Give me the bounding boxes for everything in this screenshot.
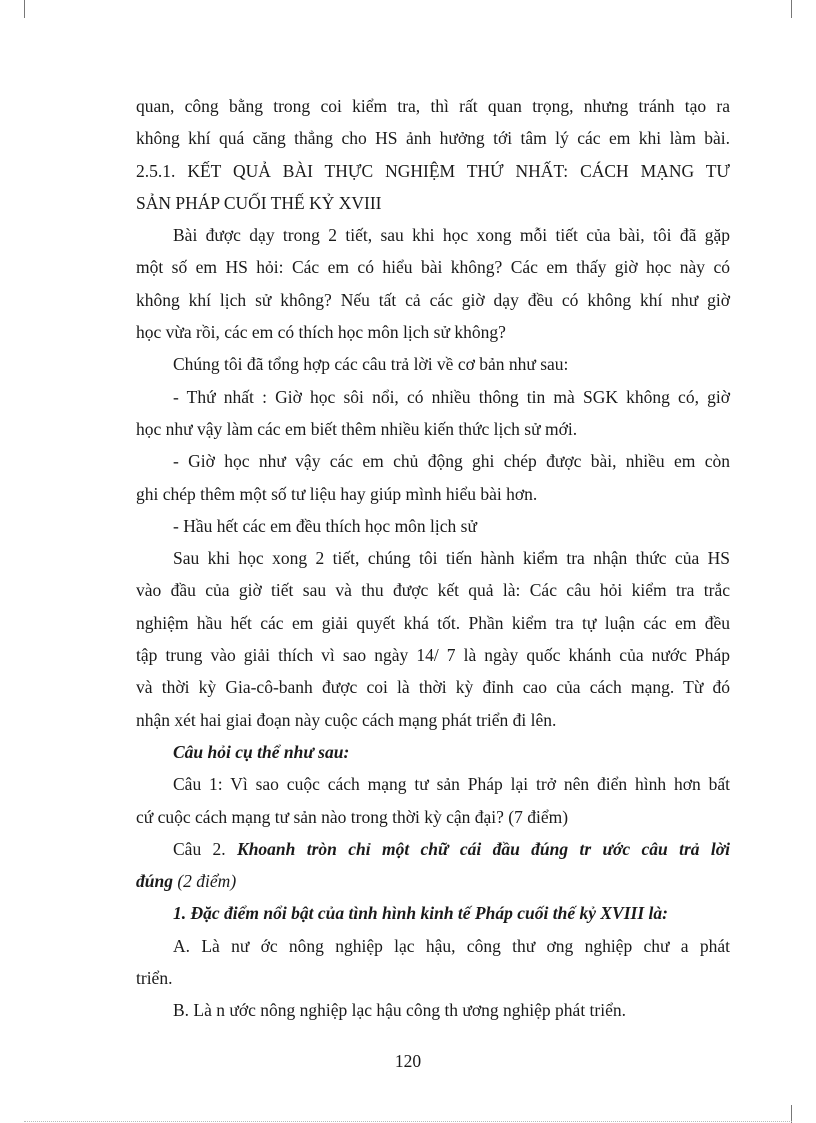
list-item: - Hầu hết các em đều thích học môn lịch sử <box>173 515 477 536</box>
paragraph-line: Chúng tôi đã tổng hợp các câu trả lời về cơ bản như sau: <box>173 354 569 375</box>
paragraph-line: không khí lịch sử không? Nếu tất cả các giờ dạy đều có không khí như giờ <box>136 289 730 310</box>
list-item: - Thứ nhất : Giờ học sôi nổi, có nhiều thông tin mà SGK không có, giờ <box>173 386 730 407</box>
document-body <box>136 90 730 1027</box>
section-heading: 2.5.1. KẾT QUẢ BÀI THỰC NGHIỆM THỨ NHẤT: CÁCH MẠNG TƯ <box>136 160 730 181</box>
questions-heading: Câu hỏi cụ thể như sau: <box>173 741 350 762</box>
paragraph-line: quan, công bằng trong coi kiểm tra, thì rất quan trọng, nhưng tránh tạo ra <box>136 96 730 116</box>
paragraph-line: một số em HS hỏi: Các em có hiểu bài không? Các em thấy giờ học này có <box>136 257 730 278</box>
question-1: Câu 1: Vì sao cuộc cách mạng tư sản Pháp lại trở nên điển hình hơn bất <box>173 774 730 795</box>
paragraph-line: cứ cuộc cách mạng tư sản nào trong thời kỳ cận đại? (7 điểm) <box>136 806 569 827</box>
crop-mark <box>24 0 25 18</box>
paragraph-line: học như vậy làm các em biết thêm nhiều kiến thức lịch sử mới. <box>136 418 578 439</box>
answer-option-a: A. Là nư ớc nông nghiệp lạc hậu, công thư ơng nghiệp chư a phát <box>173 935 730 956</box>
paragraph-line: nghiệm hầu hết các em giải quyết khá tốt. Phần kiểm tra tự luận các em đều <box>136 612 730 633</box>
paragraph-line: vào đầu của giờ tiết sau và thu được kết quả là: Các câu hỏi kiểm tra trắc <box>136 580 730 601</box>
paragraph-line: nhận xét hai giai đoạn này cuộc cách mạng phát triển đi lên. <box>136 709 557 730</box>
question-2 <box>136 833 730 865</box>
question-2-instruction-end: đúng <box>136 871 173 892</box>
paragraph-line: triển. <box>136 968 173 989</box>
paragraph-line: và thời kỳ Gia-cô-banh được coi là thời kỳ đỉnh cao của cách mạng. Từ đó <box>136 677 730 698</box>
paragraph-line: học vừa rồi, các em có thích học môn lịch sử không? <box>136 322 506 343</box>
paragraph-line: tập trung vào giải thích vì sao ngày 14/ 7 là ngày quốc khánh của nước Pháp <box>136 645 730 666</box>
question-2-label: Câu 2. <box>173 838 226 859</box>
item-question: 1. Đặc điểm nổi bật của tình hình kinh tế Pháp cuối thế kỷ XVIII là: <box>173 903 668 924</box>
paragraph-line: Bài được dạy trong 2 tiết, sau khi học xong mỗi tiết của bài, tôi đã gặp <box>173 225 730 246</box>
list-item: - Giờ học như vậy các em chủ động ghi chép được bài, nhiều em còn <box>173 451 730 472</box>
page-number: 120 <box>394 1051 422 1071</box>
paragraph-line: không khí quá căng thẳng cho HS ảnh hưởng tới tâm lý các em khi làm bài. <box>136 128 730 149</box>
question-2-points: (2 điểm) <box>177 871 237 892</box>
paragraph-line: Sau khi học xong 2 tiết, chúng tôi tiến hành kiểm tra nhận thức của HS <box>173 548 730 569</box>
paragraph-line: ghi chép thêm một số tư liệu hay giúp mình hiểu bài hơn. <box>136 483 538 504</box>
answer-option-b: B. Là n ước nông nghiệp lạc hậu công th ương nghiệp phát triển. <box>173 1000 627 1021</box>
section-heading: SẢN PHÁP CUỐI THẾ KỶ XVIII <box>136 192 382 213</box>
page-bottom-border <box>24 1121 792 1122</box>
question-2-instruction: Khoanh tròn chỉ một chữ cái đầu đúng tr ước câu trả lời <box>237 838 730 859</box>
paragraph-line <box>136 865 730 897</box>
crop-mark <box>791 0 792 18</box>
